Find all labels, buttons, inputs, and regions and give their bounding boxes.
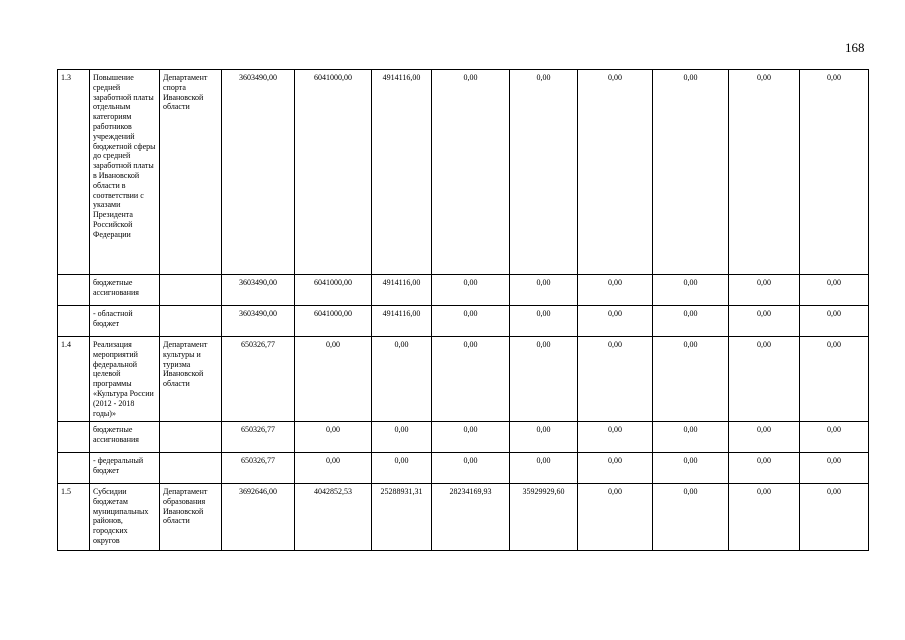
- row-name: бюджетные ассигнования: [90, 422, 160, 453]
- row-department: [160, 275, 222, 306]
- row-number: 1.4: [58, 337, 90, 422]
- table-row: [58, 422, 869, 453]
- row-value: 0,00: [653, 484, 729, 551]
- row-value: 6041000,00: [295, 306, 372, 337]
- row-value: 3692646,00: [222, 484, 295, 551]
- row-value: 3603490,00: [222, 306, 295, 337]
- row-value: 0,00: [578, 422, 653, 453]
- row-value: 0,00: [432, 337, 510, 422]
- row-value: 0,00: [510, 337, 578, 422]
- row-department: Департамент спорта Ивановской области: [160, 70, 222, 275]
- budget-table: [57, 69, 869, 551]
- row-value: 0,00: [653, 422, 729, 453]
- row-name: Повышение средней заработной платы отдельным категориям работников учреждений бюджетной сферы до средней заработной платы в Ивановской области в соответствии с указами Президента Российской Федерации: [90, 70, 160, 275]
- page-number: 168: [845, 40, 865, 55]
- row-number: [58, 422, 90, 453]
- row-value: 0,00: [578, 70, 653, 275]
- row-value: 0,00: [510, 422, 578, 453]
- row-value: 0,00: [578, 275, 653, 306]
- row-number: [58, 306, 90, 337]
- row-value: 0,00: [510, 306, 578, 337]
- row-value: 650326,77: [222, 453, 295, 484]
- row-value: 0,00: [372, 337, 432, 422]
- row-number: 1.3: [58, 70, 90, 275]
- table-row: [58, 275, 869, 306]
- row-value: 0,00: [729, 453, 800, 484]
- row-value: 0,00: [578, 453, 653, 484]
- row-value: 0,00: [432, 422, 510, 453]
- row-value: 0,00: [800, 306, 869, 337]
- row-value: 0,00: [432, 275, 510, 306]
- row-value: 0,00: [653, 306, 729, 337]
- row-value: 0,00: [653, 70, 729, 275]
- row-value: 0,00: [729, 422, 800, 453]
- row-value: 0,00: [800, 275, 869, 306]
- row-value: 4914116,00: [372, 275, 432, 306]
- row-value: 0,00: [653, 275, 729, 306]
- row-value: 0,00: [510, 275, 578, 306]
- row-department: [160, 422, 222, 453]
- row-name: - федеральный бюджет: [90, 453, 160, 484]
- row-value: 6041000,00: [295, 275, 372, 306]
- row-value: 0,00: [295, 453, 372, 484]
- table-row: [58, 484, 869, 551]
- row-value: 0,00: [372, 453, 432, 484]
- table-row: [58, 453, 869, 484]
- row-department: Департамент образования Ивановской области: [160, 484, 222, 551]
- row-value: 0,00: [800, 337, 869, 422]
- row-number: [58, 453, 90, 484]
- row-name: Субсидии бюджетам муниципальных районов, городских округов: [90, 484, 160, 551]
- row-number: [58, 275, 90, 306]
- table-row: [58, 306, 869, 337]
- row-value: 0,00: [510, 70, 578, 275]
- row-value: 0,00: [729, 70, 800, 275]
- row-value: 0,00: [729, 275, 800, 306]
- table-row: [58, 70, 869, 275]
- row-value: 0,00: [510, 453, 578, 484]
- row-value: 0,00: [729, 306, 800, 337]
- row-department: [160, 306, 222, 337]
- row-value: 0,00: [432, 453, 510, 484]
- row-value: 3603490,00: [222, 275, 295, 306]
- row-value: 0,00: [295, 337, 372, 422]
- row-value: 4914116,00: [372, 70, 432, 275]
- row-value: 0,00: [653, 453, 729, 484]
- row-value: 0,00: [800, 484, 869, 551]
- row-value: 0,00: [295, 422, 372, 453]
- row-value: 0,00: [432, 306, 510, 337]
- row-department: [160, 453, 222, 484]
- table-row: [58, 337, 869, 422]
- row-value: 0,00: [578, 484, 653, 551]
- row-value: 650326,77: [222, 337, 295, 422]
- row-value: 0,00: [800, 70, 869, 275]
- row-value: 0,00: [729, 337, 800, 422]
- row-value: 0,00: [432, 70, 510, 275]
- row-number: 1.5: [58, 484, 90, 551]
- row-value: 3603490,00: [222, 70, 295, 275]
- row-name: бюджетные ассигнования: [90, 275, 160, 306]
- row-value: 28234169,93: [432, 484, 510, 551]
- row-name: - областной бюджет: [90, 306, 160, 337]
- row-value: 25288931,31: [372, 484, 432, 551]
- row-value: 4914116,00: [372, 306, 432, 337]
- row-name: Реализация мероприятий федеральной целевой программы «Культура России (2012 - 2018 годы)»: [90, 337, 160, 422]
- row-value: 650326,77: [222, 422, 295, 453]
- row-value: 0,00: [653, 337, 729, 422]
- row-value: 0,00: [800, 453, 869, 484]
- row-department: Департамент культуры и туризма Ивановской области: [160, 337, 222, 422]
- row-value: 0,00: [729, 484, 800, 551]
- row-value: 6041000,00: [295, 70, 372, 275]
- row-value: 35929929,60: [510, 484, 578, 551]
- row-value: 0,00: [372, 422, 432, 453]
- row-value: 0,00: [800, 422, 869, 453]
- row-value: 4042852,53: [295, 484, 372, 551]
- row-value: 0,00: [578, 337, 653, 422]
- row-value: 0,00: [578, 306, 653, 337]
